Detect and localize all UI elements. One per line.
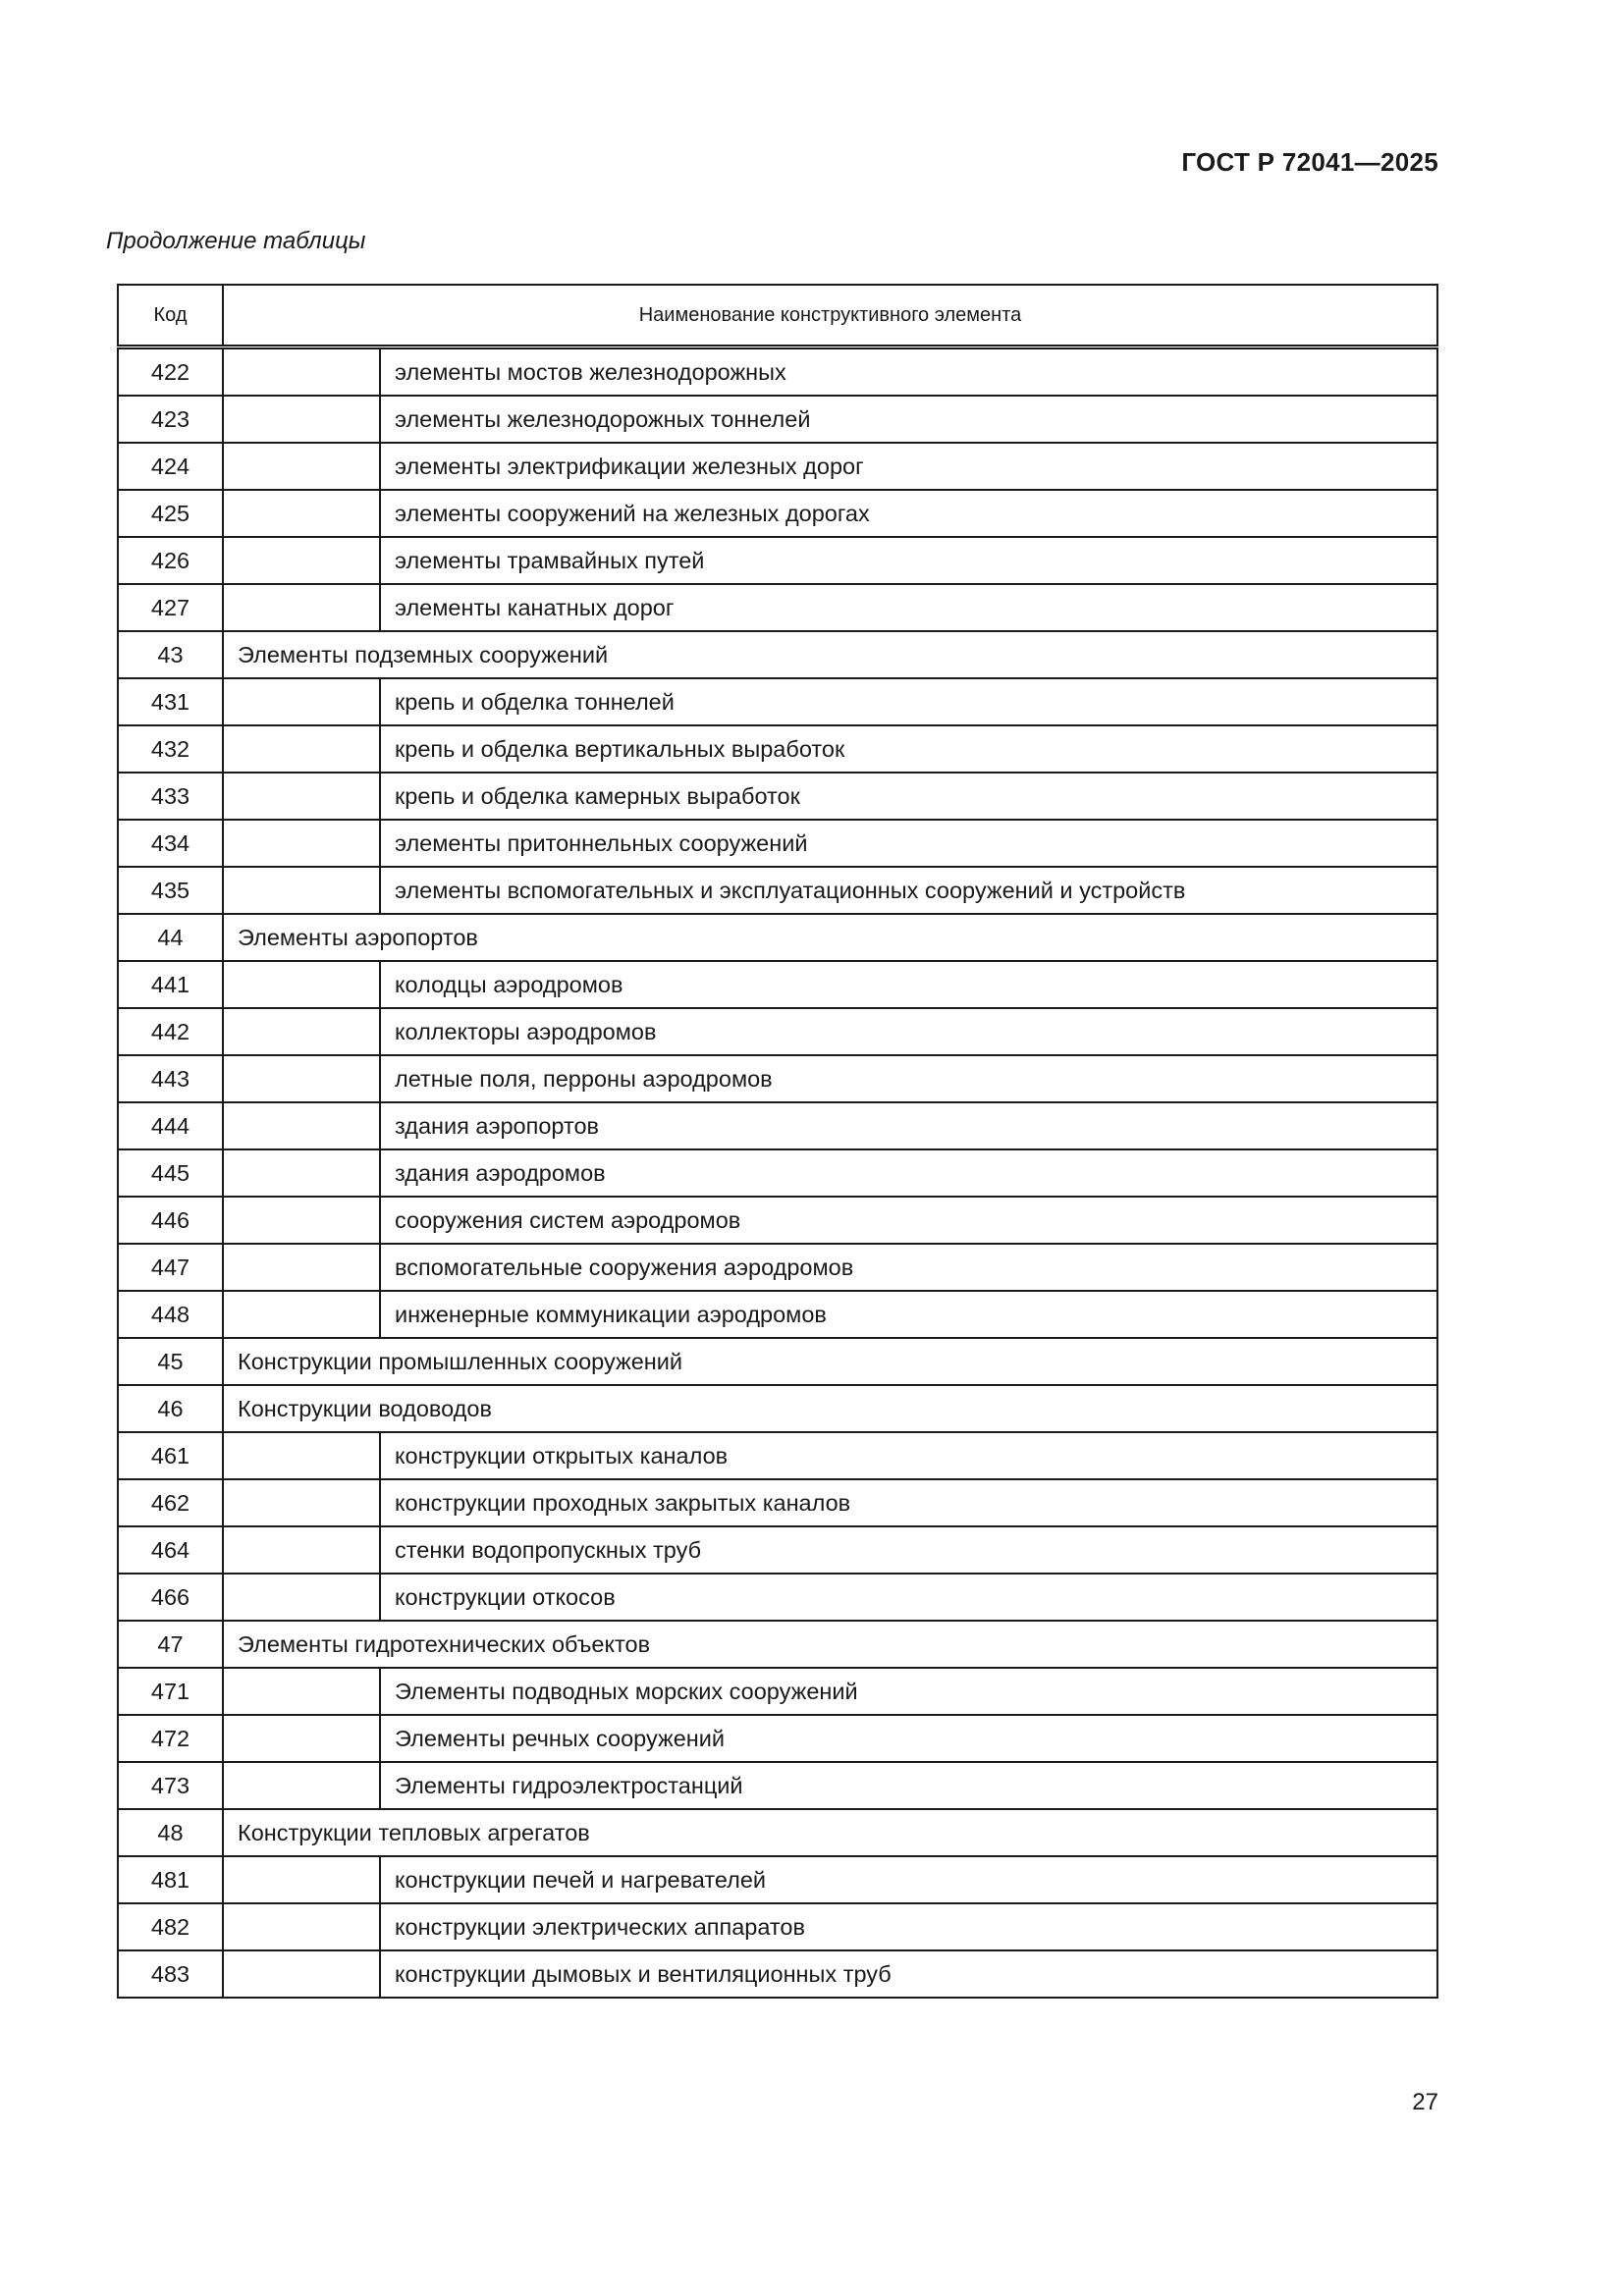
row-indent-cell [223,1432,380,1479]
row-group-name: Элементы гидротехнических объектов [223,1621,1437,1668]
table-continuation-caption: Продолжение таблицы [106,228,366,254]
row-code: 426 [118,537,223,584]
row-item-name: крепь и обделка вертикальных выработок [380,725,1437,773]
table-row [118,1479,1437,1526]
table-row [118,537,1437,584]
row-item-name: элементы канатных дорог [380,584,1437,631]
column-header-name: Наименование конструктивного элемента [223,285,1437,347]
row-code: 482 [118,1903,223,1950]
row-code: 435 [118,867,223,914]
row-code: 466 [118,1574,223,1621]
table-row [118,1291,1437,1338]
row-item-name: элементы электрификации железных дорог [380,443,1437,490]
row-item-name: здания аэропортов [380,1102,1437,1149]
row-item-name: конструкции печей и нагревателей [380,1856,1437,1903]
row-item-name: конструкции дымовых и вентиляционных труб [380,1950,1437,1998]
row-indent-cell [223,1149,380,1197]
page-number: 27 [1412,2089,1438,2115]
row-item-name: крепь и обделка камерных выработок [380,773,1437,820]
row-code: 424 [118,443,223,490]
row-indent-cell [223,490,380,537]
table-row [118,1102,1437,1149]
row-group-name: Конструкции промышленных сооружений [223,1338,1437,1385]
table-row [118,1149,1437,1197]
table-row [118,1715,1437,1762]
table-row [118,1574,1437,1621]
table-row [118,584,1437,631]
row-code: 46 [118,1385,223,1432]
row-indent-cell [223,443,380,490]
table-group-row [118,914,1437,961]
row-indent-cell [223,1715,380,1762]
table-row [118,1950,1437,1998]
column-header-code: Код [118,285,223,347]
row-item-name: элементы сооружений на железных дорогах [380,490,1437,537]
table-row [118,867,1437,914]
table-group-row [118,1621,1437,1668]
row-code: 43 [118,631,223,678]
table-header-row [118,285,1437,347]
table-body [118,347,1437,1999]
row-indent-cell [223,537,380,584]
row-code: 464 [118,1526,223,1574]
row-indent-cell [223,1856,380,1903]
row-indent-cell [223,1903,380,1950]
row-item-name: крепь и обделка тоннелей [380,678,1437,725]
table-row [118,678,1437,725]
row-group-name: Элементы аэропортов [223,914,1437,961]
row-code: 447 [118,1244,223,1291]
table-row [118,1008,1437,1055]
row-item-name: стенки водопропускных труб [380,1526,1437,1574]
row-code: 448 [118,1291,223,1338]
table-row [118,725,1437,773]
row-code: 427 [118,584,223,631]
row-item-name: Элементы гидроэлектростанций [380,1762,1437,1809]
row-group-name: Конструкции тепловых агрегатов [223,1809,1437,1856]
table-group-row [118,631,1437,678]
row-indent-cell [223,1950,380,1998]
row-item-name: элементы мостов железнодорожных [380,347,1437,397]
classification-table [117,284,1438,1999]
row-code: 461 [118,1432,223,1479]
row-indent-cell [223,678,380,725]
row-item-name: колодцы аэродромов [380,961,1437,1008]
table-row [118,443,1437,490]
table-row [118,490,1437,537]
row-code: 434 [118,820,223,867]
row-code: 423 [118,396,223,443]
row-code: 444 [118,1102,223,1149]
row-code: 441 [118,961,223,1008]
table-row [118,1856,1437,1903]
table-row [118,347,1437,397]
table-row [118,1055,1437,1102]
row-indent-cell [223,347,380,397]
row-item-name: элементы железнодорожных тоннелей [380,396,1437,443]
row-indent-cell [223,1762,380,1809]
row-indent-cell [223,1244,380,1291]
row-indent-cell [223,961,380,1008]
row-code: 483 [118,1950,223,1998]
row-indent-cell [223,773,380,820]
row-code: 433 [118,773,223,820]
row-item-name: коллекторы аэродромов [380,1008,1437,1055]
row-group-name: Конструкции водоводов [223,1385,1437,1432]
row-item-name: Элементы речных сооружений [380,1715,1437,1762]
row-code: 446 [118,1197,223,1244]
table-row [118,961,1437,1008]
table-row [118,1432,1437,1479]
row-code: 445 [118,1149,223,1197]
row-code: 48 [118,1809,223,1856]
classification-table-container [117,284,1438,1999]
row-item-name: конструкции откосов [380,1574,1437,1621]
row-indent-cell [223,1008,380,1055]
row-code: 47 [118,1621,223,1668]
row-indent-cell [223,584,380,631]
table-group-row [118,1385,1437,1432]
row-item-name: элементы вспомогательных и эксплуатационных сооружений и устройств [380,867,1437,914]
row-item-name: здания аэродромов [380,1149,1437,1197]
table-row [118,773,1437,820]
row-code: 45 [118,1338,223,1385]
row-code: 431 [118,678,223,725]
row-item-name: Элементы подводных морских сооружений [380,1668,1437,1715]
row-indent-cell [223,725,380,773]
table-row [118,1668,1437,1715]
row-code: 471 [118,1668,223,1715]
row-item-name: конструкции открытых каналов [380,1432,1437,1479]
row-item-name: инженерные коммуникации аэродромов [380,1291,1437,1338]
table-row [118,1244,1437,1291]
row-group-name: Элементы подземных сооружений [223,631,1437,678]
row-item-name: сооружения систем аэродромов [380,1197,1437,1244]
row-indent-cell [223,1574,380,1621]
row-code: 422 [118,347,223,397]
table-row [118,1197,1437,1244]
row-code: 481 [118,1856,223,1903]
table-row [118,820,1437,867]
row-indent-cell [223,867,380,914]
row-code: 432 [118,725,223,773]
row-indent-cell [223,1197,380,1244]
table-row [118,1903,1437,1950]
row-code: 473 [118,1762,223,1809]
row-code: 425 [118,490,223,537]
table-row [118,1526,1437,1574]
row-code: 443 [118,1055,223,1102]
row-indent-cell [223,1055,380,1102]
row-item-name: вспомогательные сооружения аэродромов [380,1244,1437,1291]
row-item-name: летные поля, перроны аэродромов [380,1055,1437,1102]
row-indent-cell [223,396,380,443]
row-code: 472 [118,1715,223,1762]
row-item-name: конструкции проходных закрытых каналов [380,1479,1437,1526]
row-code: 442 [118,1008,223,1055]
table-group-row [118,1338,1437,1385]
row-code: 44 [118,914,223,961]
row-indent-cell [223,1526,380,1574]
row-indent-cell [223,1668,380,1715]
row-indent-cell [223,1291,380,1338]
row-item-name: элементы трамвайных путей [380,537,1437,584]
table-group-row [118,1809,1437,1856]
row-indent-cell [223,820,380,867]
document-code: ГОСТ Р 72041—2025 [1181,147,1438,177]
row-indent-cell [223,1102,380,1149]
table-row [118,1762,1437,1809]
row-indent-cell [223,1479,380,1526]
row-item-name: элементы притоннельных сооружений [380,820,1437,867]
row-item-name: конструкции электрических аппаратов [380,1903,1437,1950]
row-code: 462 [118,1479,223,1526]
table-row [118,396,1437,443]
